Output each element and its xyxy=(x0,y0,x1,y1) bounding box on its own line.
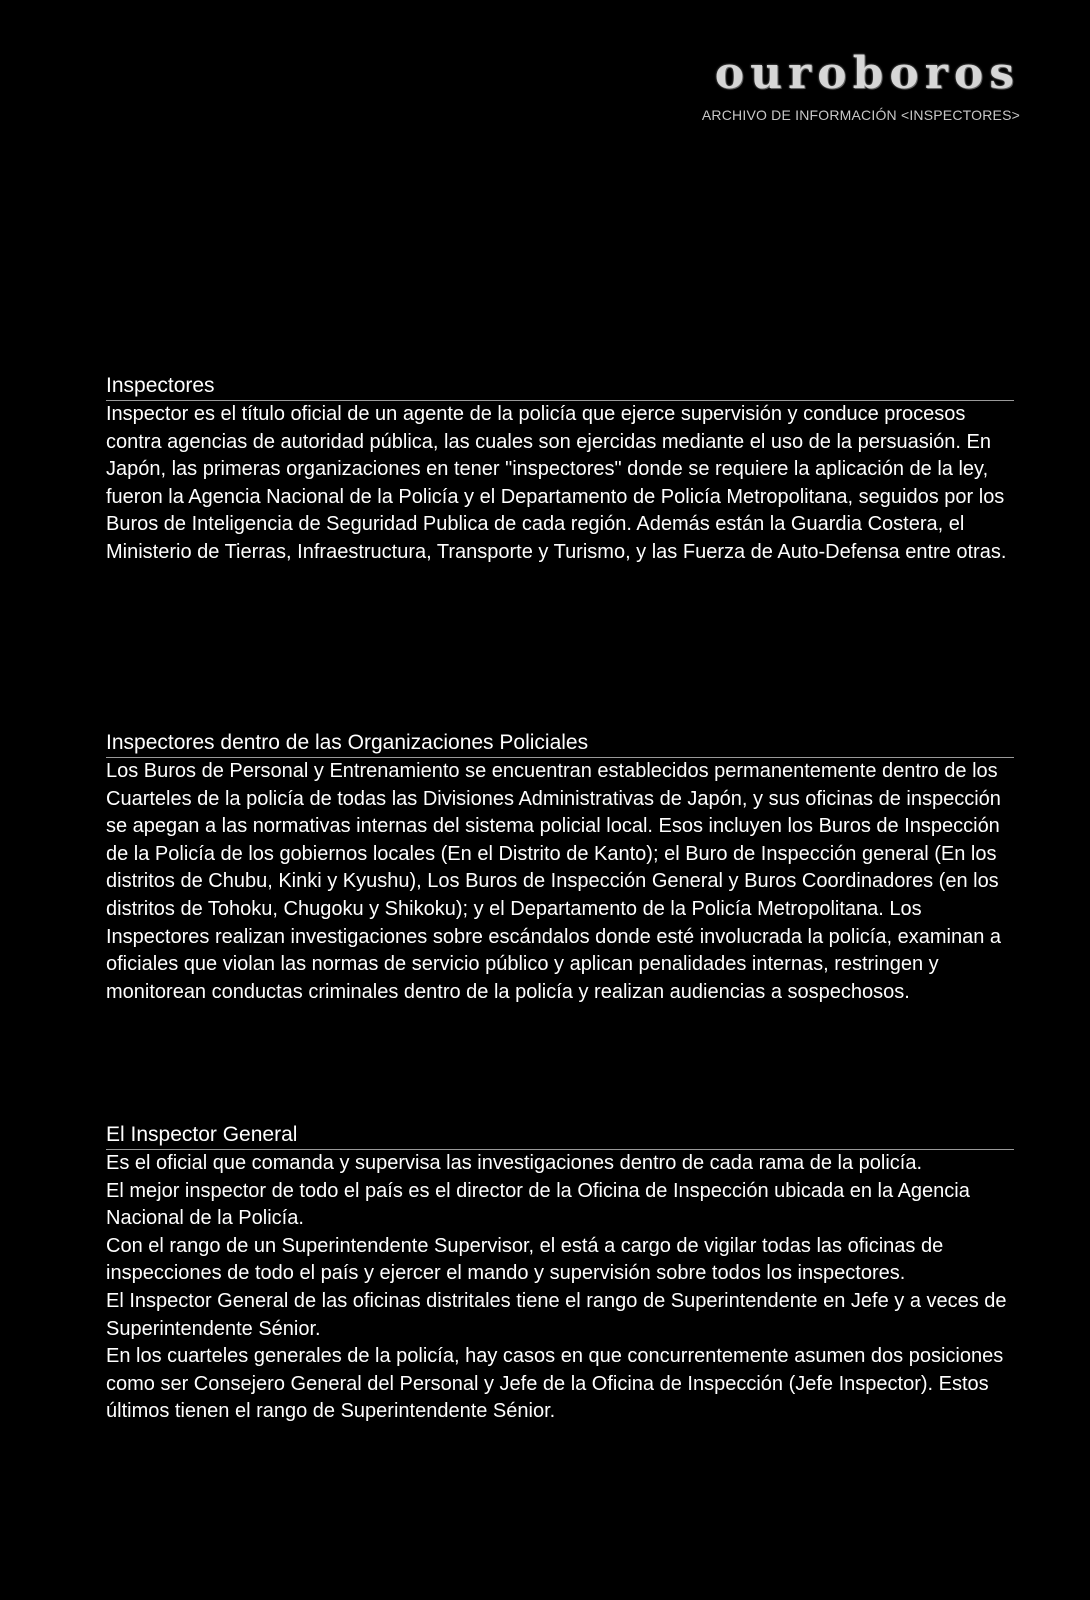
archive-subtitle: ARCHIVO DE INFORMACIÓN <INSPECTORES> xyxy=(701,107,1020,123)
paragraph: En los cuarteles generales de la policía, hay casos en que concurrentemente asumen dos posiciones como ser Consejero General del Personal y Jefe de la Oficina de Inspección (Jefe Inspector). Estos últimos tienen el rango de Superintendente Sénior. xyxy=(106,1345,1004,1423)
paragraph: Inspector es el título oficial de un agente de la policía que ejerce supervisión y conduce procesos contra agencias de autoridad pública, las cuales son ejercidas mediante el uso de la persuasión. En Japón, las primeras organizaciones en tener "inspectores" donde se requiere la aplicación de la ley, fueron la Agencia Nacional de la Policía y el Departamento de Policía Metropolitana, seguidos por los Buros de Inteligencia de Seguridad Publica de cada región. Además están la Guardia Costera, el Ministerio de Tierras, Infraestructura, Transporte y Turismo, y las Fuerza de Auto-Defensa entre otras. xyxy=(106,403,1007,563)
section-title: El Inspector General xyxy=(106,1122,1014,1150)
paragraph: El mejor inspector de todo el país es el director de la Oficina de Inspección ubicada en la Agencia Nacional de la Policía. xyxy=(106,1179,970,1230)
paragraph: Los Buros de Personal y Entrenamiento se encuentran establecidos permanentemente dentro de los Cuarteles de la policía de todas las Divisiones Administrativas de Japón, y sus oficinas de inspección se apegan a las normativas internas del sistema policial local. Esos incluyen los Buros de Inspección de la Policía de los gobiernos locales (En el Distrito de Kanto); el Buro de Inspección general (En los distritos de Chubu, Kinki y Kyushu), Los Buros de Inspección General y Buros Coordinadores (en los distritos de Tohoku, Chugoku y Shikoku); y el Departamento de la Policía Metropolitana. Los Inspectores realizan investigaciones sobre escándalos donde esté involucrada la policía, examinan a oficiales que violan las normas de servicio público y aplican penalidades internas, restringen y monitorean conductas criminales dentro de la policía y realizan audiencias a sospechosos. xyxy=(106,760,1001,1003)
section-inspectores xyxy=(106,373,1014,567)
ouroboros-logo: ouroboros xyxy=(714,48,1020,99)
paragraph: Con el rango de un Superintendente Supervisor, el está a cargo de vigilar todas las oficinas de inspecciones de todo el país y ejercer el mando y supervisión sobre todos los inspectores. xyxy=(106,1234,944,1285)
paragraph: Es el oficial que comanda y supervisa las investigaciones dentro de cada rama de la policía. xyxy=(106,1152,923,1174)
section-body xyxy=(106,758,1014,1006)
section-body xyxy=(106,1150,1014,1426)
section-inspectores-organizaciones xyxy=(106,730,1014,1006)
section-inspector-general xyxy=(106,1122,1014,1426)
section-title: Inspectores xyxy=(106,373,1014,401)
section-body xyxy=(106,401,1014,567)
paragraph: El Inspector General de las oficinas distritales tiene el rango de Superintendente en Jefe y a veces de Superintendente Sénior. xyxy=(106,1289,1007,1340)
page-header xyxy=(640,44,1020,124)
section-title: Inspectores dentro de las Organizaciones Policiales xyxy=(106,730,1014,758)
